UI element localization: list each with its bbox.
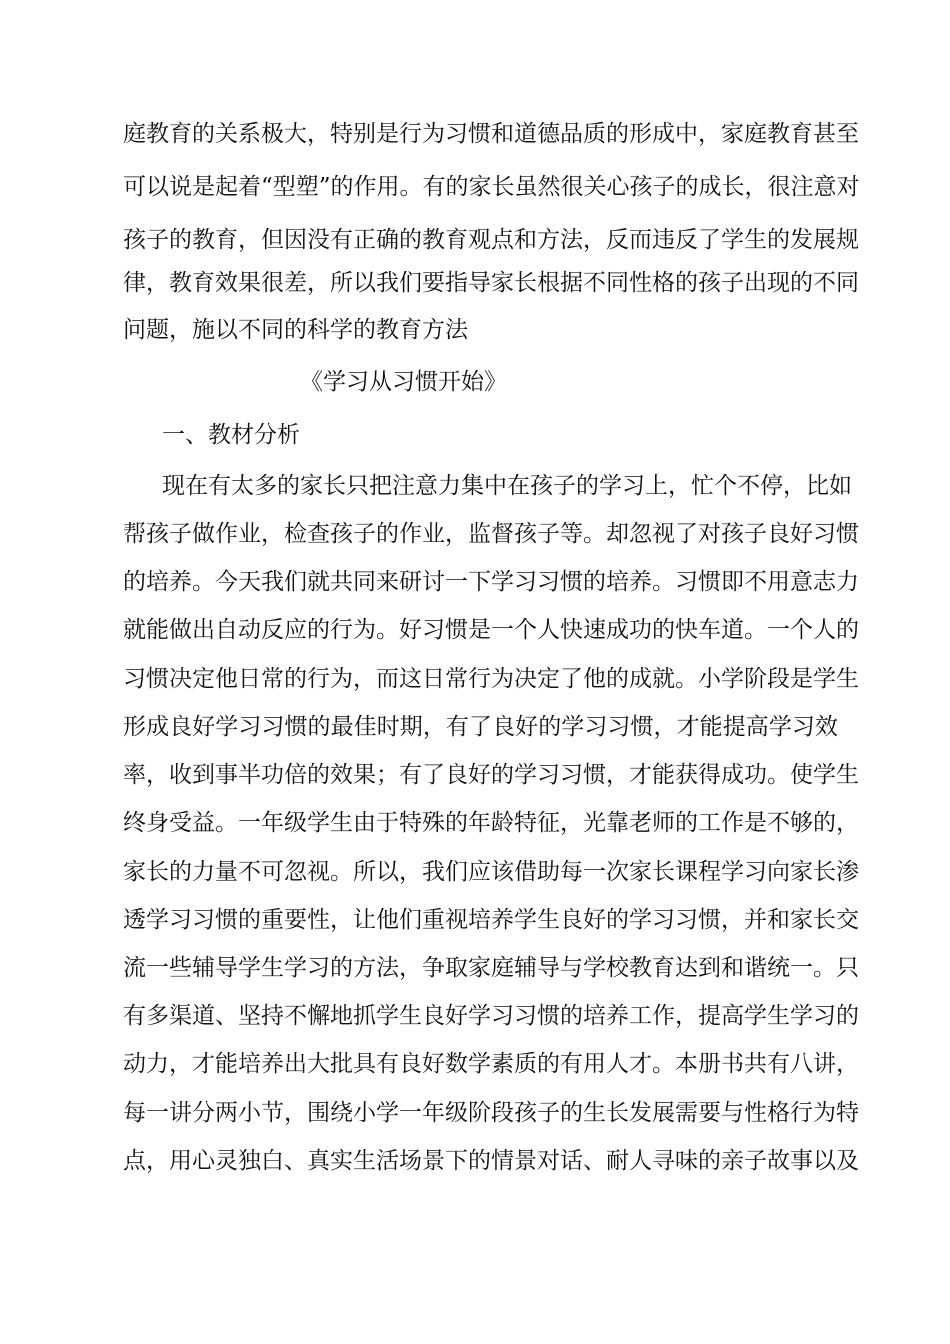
paragraph-2-line-12: 有多渠道、坚持不懈地抓学生良好学习习惯的培养工作，提高学生学习的 xyxy=(123,1003,859,1029)
paragraph-1-line-4: 律，教育效果很差，所以我们要指导家长根据不同性格的孩子出现的不同 xyxy=(123,270,859,296)
paragraph-2-line-3: 的培养。今天我们就共同来研讨一下学习习惯的培养。习惯即不用意志力 xyxy=(123,569,859,595)
paragraph-2-line-11: 流一些辅导学生学习的方法，争取家庭辅导与学校教育达到和谐统一。只 xyxy=(123,955,859,981)
paragraph-2-line-5: 习惯决定他日常的行为，而这日常行为决定了他的成就。小学阶段是学生 xyxy=(123,666,859,692)
paragraph-2-line-4: 就能做出自动反应的行为。好习惯是一个人快速成功的快车道。一个人的 xyxy=(123,617,859,643)
paragraph-2-line-6: 形成良好学习习惯的最佳时期，有了良好的学习习惯，才能提高学习效 xyxy=(123,714,838,740)
paragraph-2-line-14: 每一讲分两小节，围绕小学一年级阶段孩子的生长发展需要与性格行为特 xyxy=(123,1100,859,1126)
document-title: 《学习从习惯开始》 xyxy=(300,369,507,395)
section-heading: 一、教材分析 xyxy=(162,422,300,448)
paragraph-1-line-1: 庭教育的关系极大，特别是行为习惯和道德品质的形成中，家庭教育甚至 xyxy=(123,121,859,147)
paragraph-1-line-3: 孩子的教育，但因没有正确的教育观点和方法，反而违反了学生的发展规 xyxy=(123,227,859,253)
paragraph-2-line-1: 现在有太多的家长只把注意力集中在孩子的学习上，忙个不停，比如 xyxy=(162,473,852,499)
paragraph-2-line-7: 率，收到事半功倍的效果；有了良好的学习习惯，才能获得成功。使学生 xyxy=(123,762,859,788)
paragraph-1-line-2: 可以说是起着“型塑”的作用。有的家长虽然很关心孩子的成长，很注意对 xyxy=(123,174,860,200)
paragraph-2-line-13: 动力，才能培养出大批具有良好数学素质的有用人才。本册书共有八讲， xyxy=(123,1051,859,1077)
paragraph-2-line-2: 帮孩子做作业，检查孩子的作业，监督孩子等。却忽视了对孩子良好习惯 xyxy=(123,521,859,547)
paragraph-2-line-10: 透学习习惯的重要性，让他们重视培养学生良好的学习习惯，并和家长交 xyxy=(123,907,859,933)
paragraph-2-line-8: 终身受益。一年级学生由于特殊的年龄特征，光靠老师的工作是不够的， xyxy=(123,810,859,836)
paragraph-1-line-5: 问题，施以不同的科学的教育方法 xyxy=(123,317,468,343)
paragraph-2-line-9: 家长的力量不可忽视。所以，我们应该借助每一次家长课程学习向家长渗 xyxy=(123,859,859,885)
paragraph-2-line-15: 点，用心灵独白、真实生活场景下的情景对话、耐人寻味的亲子故事以及 xyxy=(123,1148,859,1174)
